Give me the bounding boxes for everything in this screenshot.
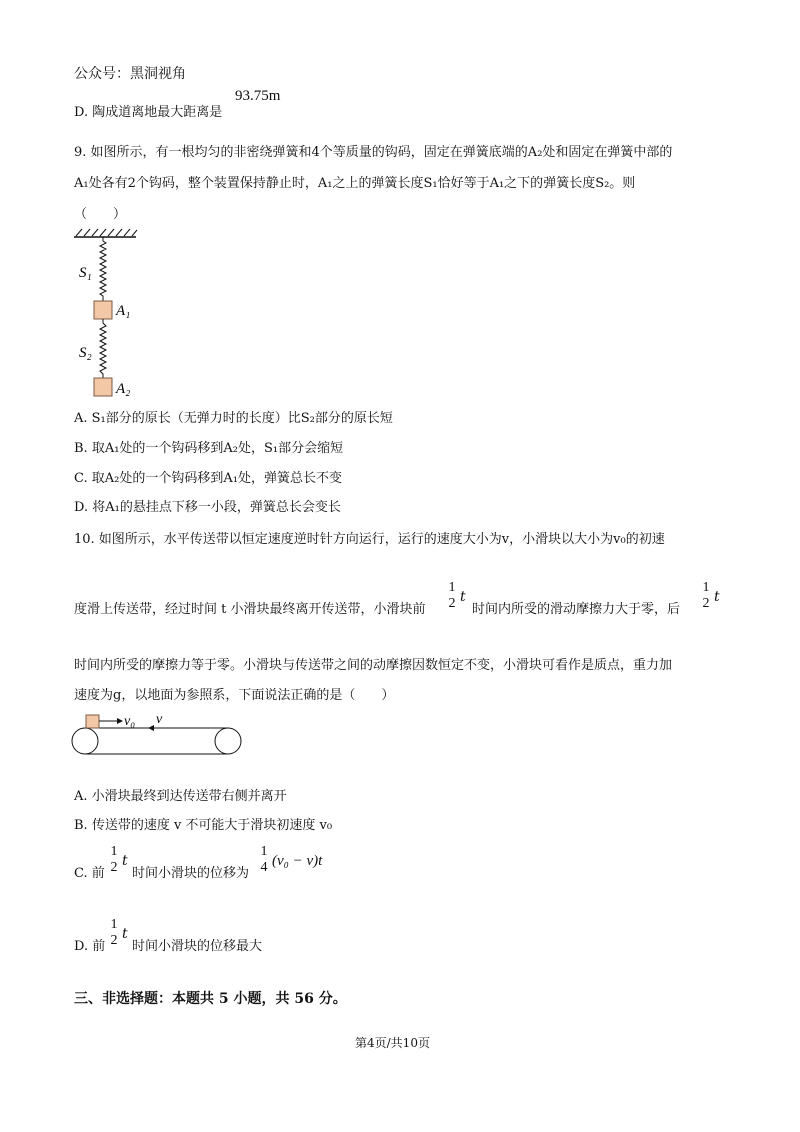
weight-a2 bbox=[94, 378, 112, 396]
v-arrowhead bbox=[148, 725, 154, 731]
label-v: v bbox=[156, 712, 163, 727]
frac-den: 2 bbox=[110, 933, 118, 948]
label-a1: A₁ bbox=[116, 303, 131, 319]
q8-option-d-value: 93.75m bbox=[235, 88, 281, 104]
q10-frac-t-1: t bbox=[460, 589, 466, 605]
q10-option-d-suffix: 时间小滑块的位移最大 bbox=[132, 939, 263, 954]
q10-option-c-expr: (v₀ − v)t bbox=[272, 853, 323, 869]
label-v0: v₀ bbox=[124, 714, 136, 729]
q9-stem-line1: 9. 如图所示，有一根均匀的非密绕弹簧和4个等质量的钩码，固定在弹簧底端的A₂处和固定在弹簧中部的 bbox=[74, 145, 673, 160]
q10-option-c-mid: 时间小滑块的位移为 bbox=[132, 866, 250, 881]
q10-frac-t-2: t bbox=[714, 589, 720, 605]
frac-num: 1 bbox=[110, 844, 118, 859]
q10-stem-line4: 速度为g，以地面为参照系，下面说法正确的是（ ） bbox=[74, 688, 395, 703]
q9-option-d: D. 将A₁的悬挂点下移一小段，弹簧总长会变长 bbox=[74, 500, 341, 515]
q9-stem-line3: （ ） bbox=[74, 207, 127, 222]
q10-stem-line2b: 时间内所受的滑动摩擦力大于零，后 bbox=[472, 602, 681, 617]
q10-option-c-frac-half bbox=[107, 844, 121, 876]
q10-option-a: A. 小滑块最终到达传送带右侧并离开 bbox=[74, 789, 287, 804]
label-s1: S₁ bbox=[79, 265, 92, 281]
frac-den: 2 bbox=[110, 860, 118, 875]
q9-stem-line2: A₁处各有2个钩码，整个装置保持静止时，A₁之上的弹簧长度S₁恰好等于A₁之下的弹簧长度S₂。则 bbox=[74, 176, 636, 191]
page-footer: 第4页/共10页 bbox=[355, 1036, 430, 1050]
q10-option-c-t: t bbox=[122, 853, 128, 869]
q10-option-d-t: t bbox=[122, 926, 128, 942]
conveyor-figure bbox=[70, 710, 250, 760]
q10-option-c-frac-quarter bbox=[257, 844, 271, 876]
q10-frac-half-1 bbox=[445, 580, 459, 612]
frac-num: 1 bbox=[260, 844, 268, 859]
q10-frac-half-2 bbox=[699, 580, 713, 612]
q10-option-b: B. 传送带的速度 v 不可能大于滑块初速度 v₀ bbox=[74, 818, 333, 833]
slider-block bbox=[86, 715, 99, 728]
q10-option-d-prefix: D. 前 bbox=[74, 939, 106, 954]
left-roller bbox=[72, 728, 98, 754]
spring-lower bbox=[100, 319, 106, 378]
v0-arrowhead bbox=[117, 718, 123, 724]
ceiling-hatch bbox=[76, 229, 137, 236]
q10-stem-line3: 时间内所受的摩擦力等于零。小滑块与传送带之间的动摩擦因数恒定不变，小滑块可看作是质点，重力加 bbox=[74, 658, 673, 673]
frac-num: 1 bbox=[110, 917, 118, 932]
frac-den: 4 bbox=[260, 860, 268, 875]
q8-option-d-prefix: D. 陶成道离地最大距离是 bbox=[74, 105, 223, 120]
spring-figure bbox=[70, 225, 150, 405]
q10-stem-line1: 10. 如图所示，水平传送带以恒定速度逆时针方向运行，运行的速度大小为v，小滑块以大小为v₀的初速 bbox=[74, 532, 665, 547]
q9-option-c: C. 取A₂处的一个钩码移到A₁处，弹簧总长不变 bbox=[74, 471, 342, 486]
q8-option-d bbox=[74, 104, 222, 122]
weight-a1 bbox=[94, 301, 112, 319]
q10-stem-line2a: 度滑上传送带，经过时间 t 小滑块最终离开传送带，小滑块前 bbox=[74, 602, 426, 617]
spring-upper bbox=[100, 237, 106, 301]
frac-den: 2 bbox=[448, 596, 456, 611]
section-3-heading: 三、非选择题：本题共 5 小题，共 56 分。 bbox=[74, 991, 347, 1007]
label-a2: A₂ bbox=[116, 381, 131, 397]
q9-option-b: B. 取A₁处的一个钩码移到A₂处，S₁部分会缩短 bbox=[74, 441, 344, 456]
q10-option-d-frac-half bbox=[107, 917, 121, 949]
q10-option-c-prefix: C. 前 bbox=[74, 866, 105, 881]
q9-option-a: A. S₁部分的原长（无弹力时的长度）比S₂部分的原长短 bbox=[74, 411, 393, 426]
watermark-text: 公众号：黑洞视角 bbox=[74, 66, 186, 82]
label-s2: S₂ bbox=[79, 345, 92, 361]
right-roller bbox=[215, 728, 241, 754]
frac-num: 1 bbox=[448, 580, 456, 595]
frac-den: 2 bbox=[702, 596, 710, 611]
frac-num: 1 bbox=[702, 580, 710, 595]
